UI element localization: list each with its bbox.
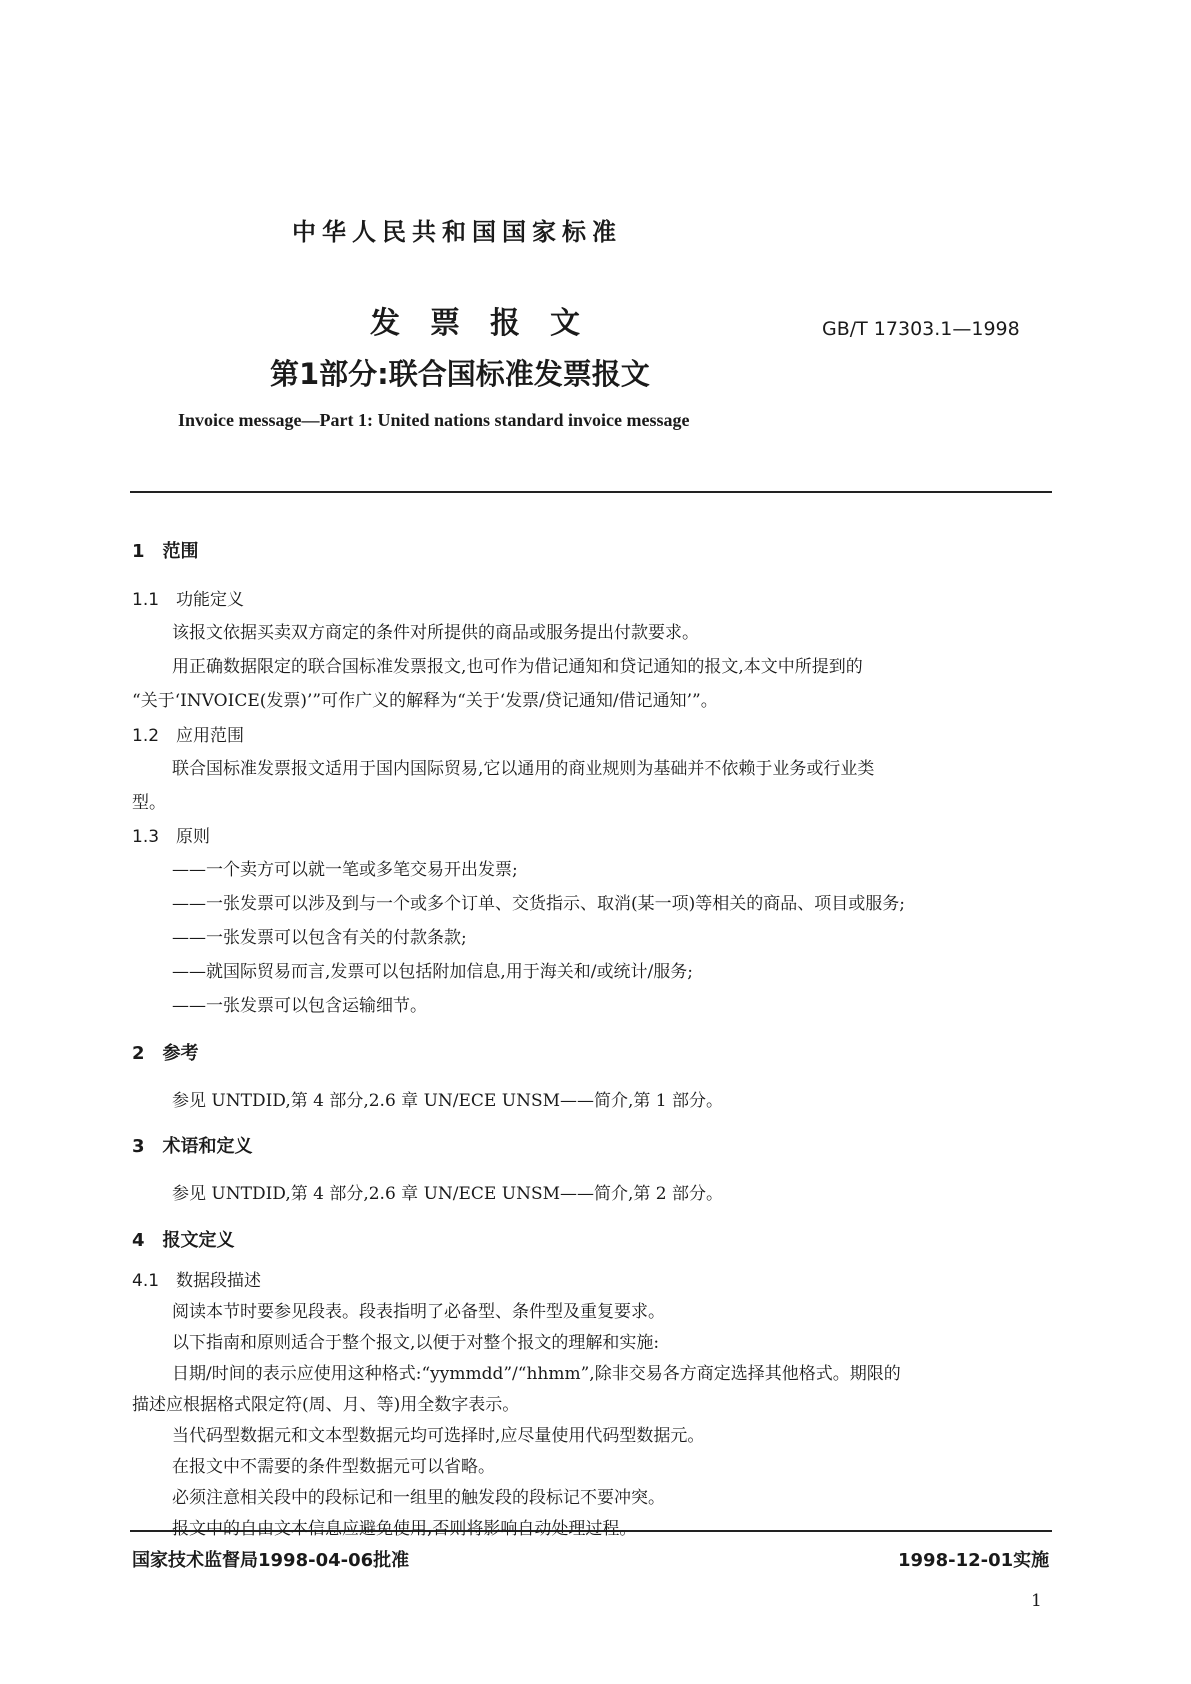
list-item: ——一张发票可以涉及到与一个或多个订单、交货指示、取消(某一项)等相关的商品、项目或服务; <box>172 894 905 914</box>
paragraph: 在报文中不需要的条件型数据元可以省略。 <box>172 1457 495 1477</box>
paragraph: 型。 <box>132 793 166 813</box>
section-4-heading: 4 报文定义 <box>132 1230 235 1251</box>
section-4-1-heading: 4.1 数据段描述 <box>132 1271 262 1291</box>
paragraph: 报文中的自由文本信息应避免使用,否则将影响自动处理过程。 <box>172 1519 637 1539</box>
list-item: ——一张发票可以包含运输细节。 <box>172 996 427 1016</box>
section-1-2-heading: 1.2 应用范围 <box>132 726 245 746</box>
document-title-english: Invoice message—Part 1: United nations standard invoice message <box>178 410 690 430</box>
section-1-1-heading: 1.1 功能定义 <box>132 590 245 610</box>
section-3-heading: 3 术语和定义 <box>132 1136 253 1157</box>
list-item: ——一张发票可以包含有关的付款条款; <box>172 928 467 948</box>
approval-date: 国家技术监督局1998-04-06批准 <box>132 1550 410 1571</box>
paragraph: 用正确数据限定的联合国标准发票报文,也可作为借记通知和贷记通知的报文,本文中所提到的 <box>172 657 863 677</box>
section-1-3-heading: 1.3 原则 <box>132 827 211 847</box>
section-1-heading: 1 范围 <box>132 541 199 562</box>
paragraph: “关于‘INVOICE(发票)’”可作广义的解释为“关于‘发票/贷记通知/借记通知’”。 <box>132 691 718 711</box>
paragraph: 阅读本节时要参见段表。段表指明了必备型、条件型及重复要求。 <box>172 1302 665 1322</box>
paragraph: 必须注意相关段中的段标记和一组里的触发段的段标记不要冲突。 <box>172 1488 665 1508</box>
national-standard-title: 中华人民共和国国家标准 <box>292 218 622 246</box>
document-title: 发票报文 <box>370 306 610 341</box>
paragraph: 以下指南和原则适合于整个报文,以便于对整个报文的理解和实施: <box>172 1333 660 1353</box>
paragraph: 描述应根据格式限定符(周、月、等)用全数字表示。 <box>132 1395 520 1415</box>
effective-date: 1998-12-01实施 <box>898 1550 1050 1571</box>
section-2-heading: 2 参考 <box>132 1043 199 1064</box>
paragraph: 该报文依据买卖双方商定的条件对所提供的商品或服务提出付款要求。 <box>172 623 699 643</box>
document-subtitle: 第1部分:联合国标准发票报文 <box>270 357 650 391</box>
paragraph: 联合国标准发票报文适用于国内国际贸易,它以通用的商业规则为基础并不依赖于业务或行业类 <box>172 759 875 779</box>
paragraph: 当代码型数据元和文本型数据元均可选择时,应尽量使用代码型数据元。 <box>172 1426 705 1446</box>
paragraph: 日期/时间的表示应使用这种格式:“yymmdd”/“hhmm”,除非交易各方商定选择其他格式。期限的 <box>172 1364 901 1384</box>
list-item: ——就国际贸易而言,发票可以包括附加信息,用于海关和/或统计/服务; <box>172 962 693 982</box>
paragraph: 参见 UNTDID,第 4 部分,2.6 章 UN/ECE UNSM——简介,第 2 部分。 <box>172 1184 724 1204</box>
header-divider <box>130 491 1052 493</box>
standard-number: GB/T 17303.1—1998 <box>822 318 1020 340</box>
page-number: 1 <box>1031 1591 1042 1611</box>
paragraph: 参见 UNTDID,第 4 部分,2.6 章 UN/ECE UNSM——简介,第 1 部分。 <box>172 1091 724 1111</box>
list-item: ——一个卖方可以就一笔或多笔交易开出发票; <box>172 860 518 880</box>
